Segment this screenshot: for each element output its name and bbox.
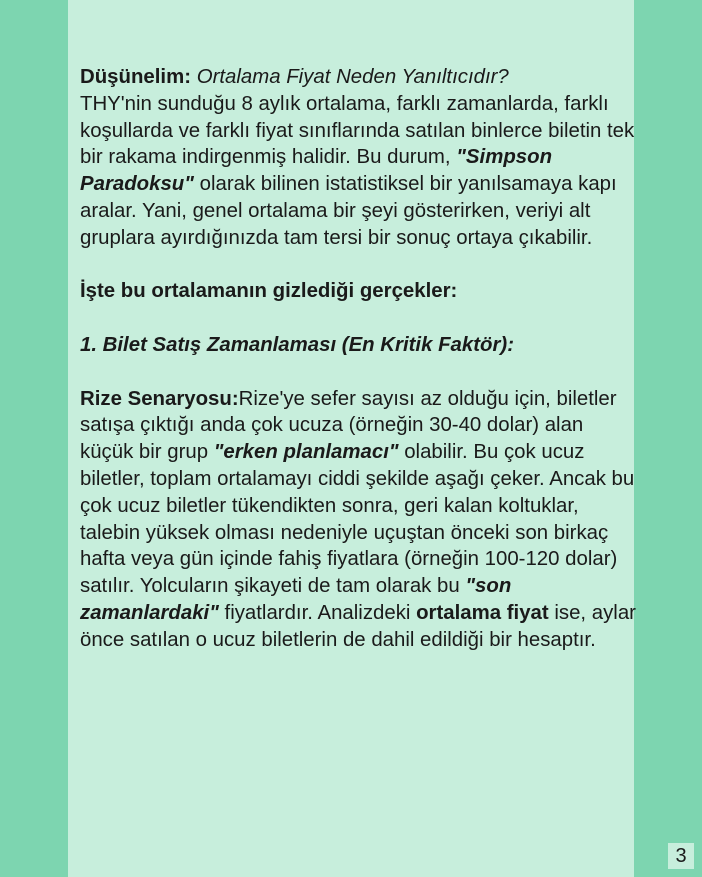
intro-paragraph	[80, 64, 640, 252]
rize-scenario-label: Rize Senaryosu:	[80, 387, 239, 410]
facts-heading: İşte bu ortalamanın gizlediği gerçekler:	[80, 280, 458, 303]
early-planner-term: "erken planlamacı"	[213, 441, 399, 464]
average-price-term: ortalama fiyat	[416, 601, 549, 624]
rize-text-2: olabilir. Bu çok ucuz biletler, toplam ortalamayı ciddi şekilde aşağı çeker. Ancak bu çok ucuz biletler tükendikten sonra, geri kalan koltuklar, talebin yüksek olması nedeniyle uçuştan önceki son birkaç hafta veya gün içinde fahiş fiyatlara (örneğin 100-120 dolar) satılır. Yolcuların şikayeti de tam olarak bu	[80, 441, 635, 598]
simpson-paradox-term: "Simpson Paradoksu"	[80, 146, 553, 196]
section-1-heading: 1. Bilet Satış Zamanlaması (En Kritik Faktör):	[80, 333, 514, 356]
intro-heading-label: Düşünelim:	[80, 66, 192, 88]
left-margin-strip	[0, 0, 68, 877]
last-minute-term: "son zamanlardaki"	[80, 575, 512, 624]
rize-text-3: fiyatlardır. Analizdeki	[218, 601, 417, 624]
intro-heading-question: Ortalama Fiyat Neden Yanıltıcıdır?	[196, 66, 509, 88]
page-number: 3	[668, 843, 694, 869]
rize-text-4: ise, aylar önce satılan o ucuz biletlerin de dahil edildiği bir hesaptır.	[80, 601, 636, 651]
intro-text-2: olarak bilinen istatistiksel bir yanılsamaya kapı aralar. Yani, genel ortalama bir şeyi gösterirken, veriyi alt gruplara ayırdığınızda tam tersi bir sonuç ortaya çıkabilir.	[80, 173, 617, 249]
intro-text-1: THY'nin sunduğu 8 aylık ortalama, farklı zamanlarda, farklı koşullarda ve farklı fiyat sınıflarında satılan binlerce biletin tek bir rakama indirgenmiş halidir. Bu durum,	[80, 92, 635, 169]
page-content	[80, 64, 640, 654]
rize-paragraph	[80, 386, 640, 654]
rize-text-1: Rize'ye sefer sayısı az olduğu için, biletler satışa çıktığı anda çok ucuza (örneğin 30-40 dolar) alan küçük bir grup	[80, 387, 617, 464]
right-margin-strip	[634, 0, 702, 877]
